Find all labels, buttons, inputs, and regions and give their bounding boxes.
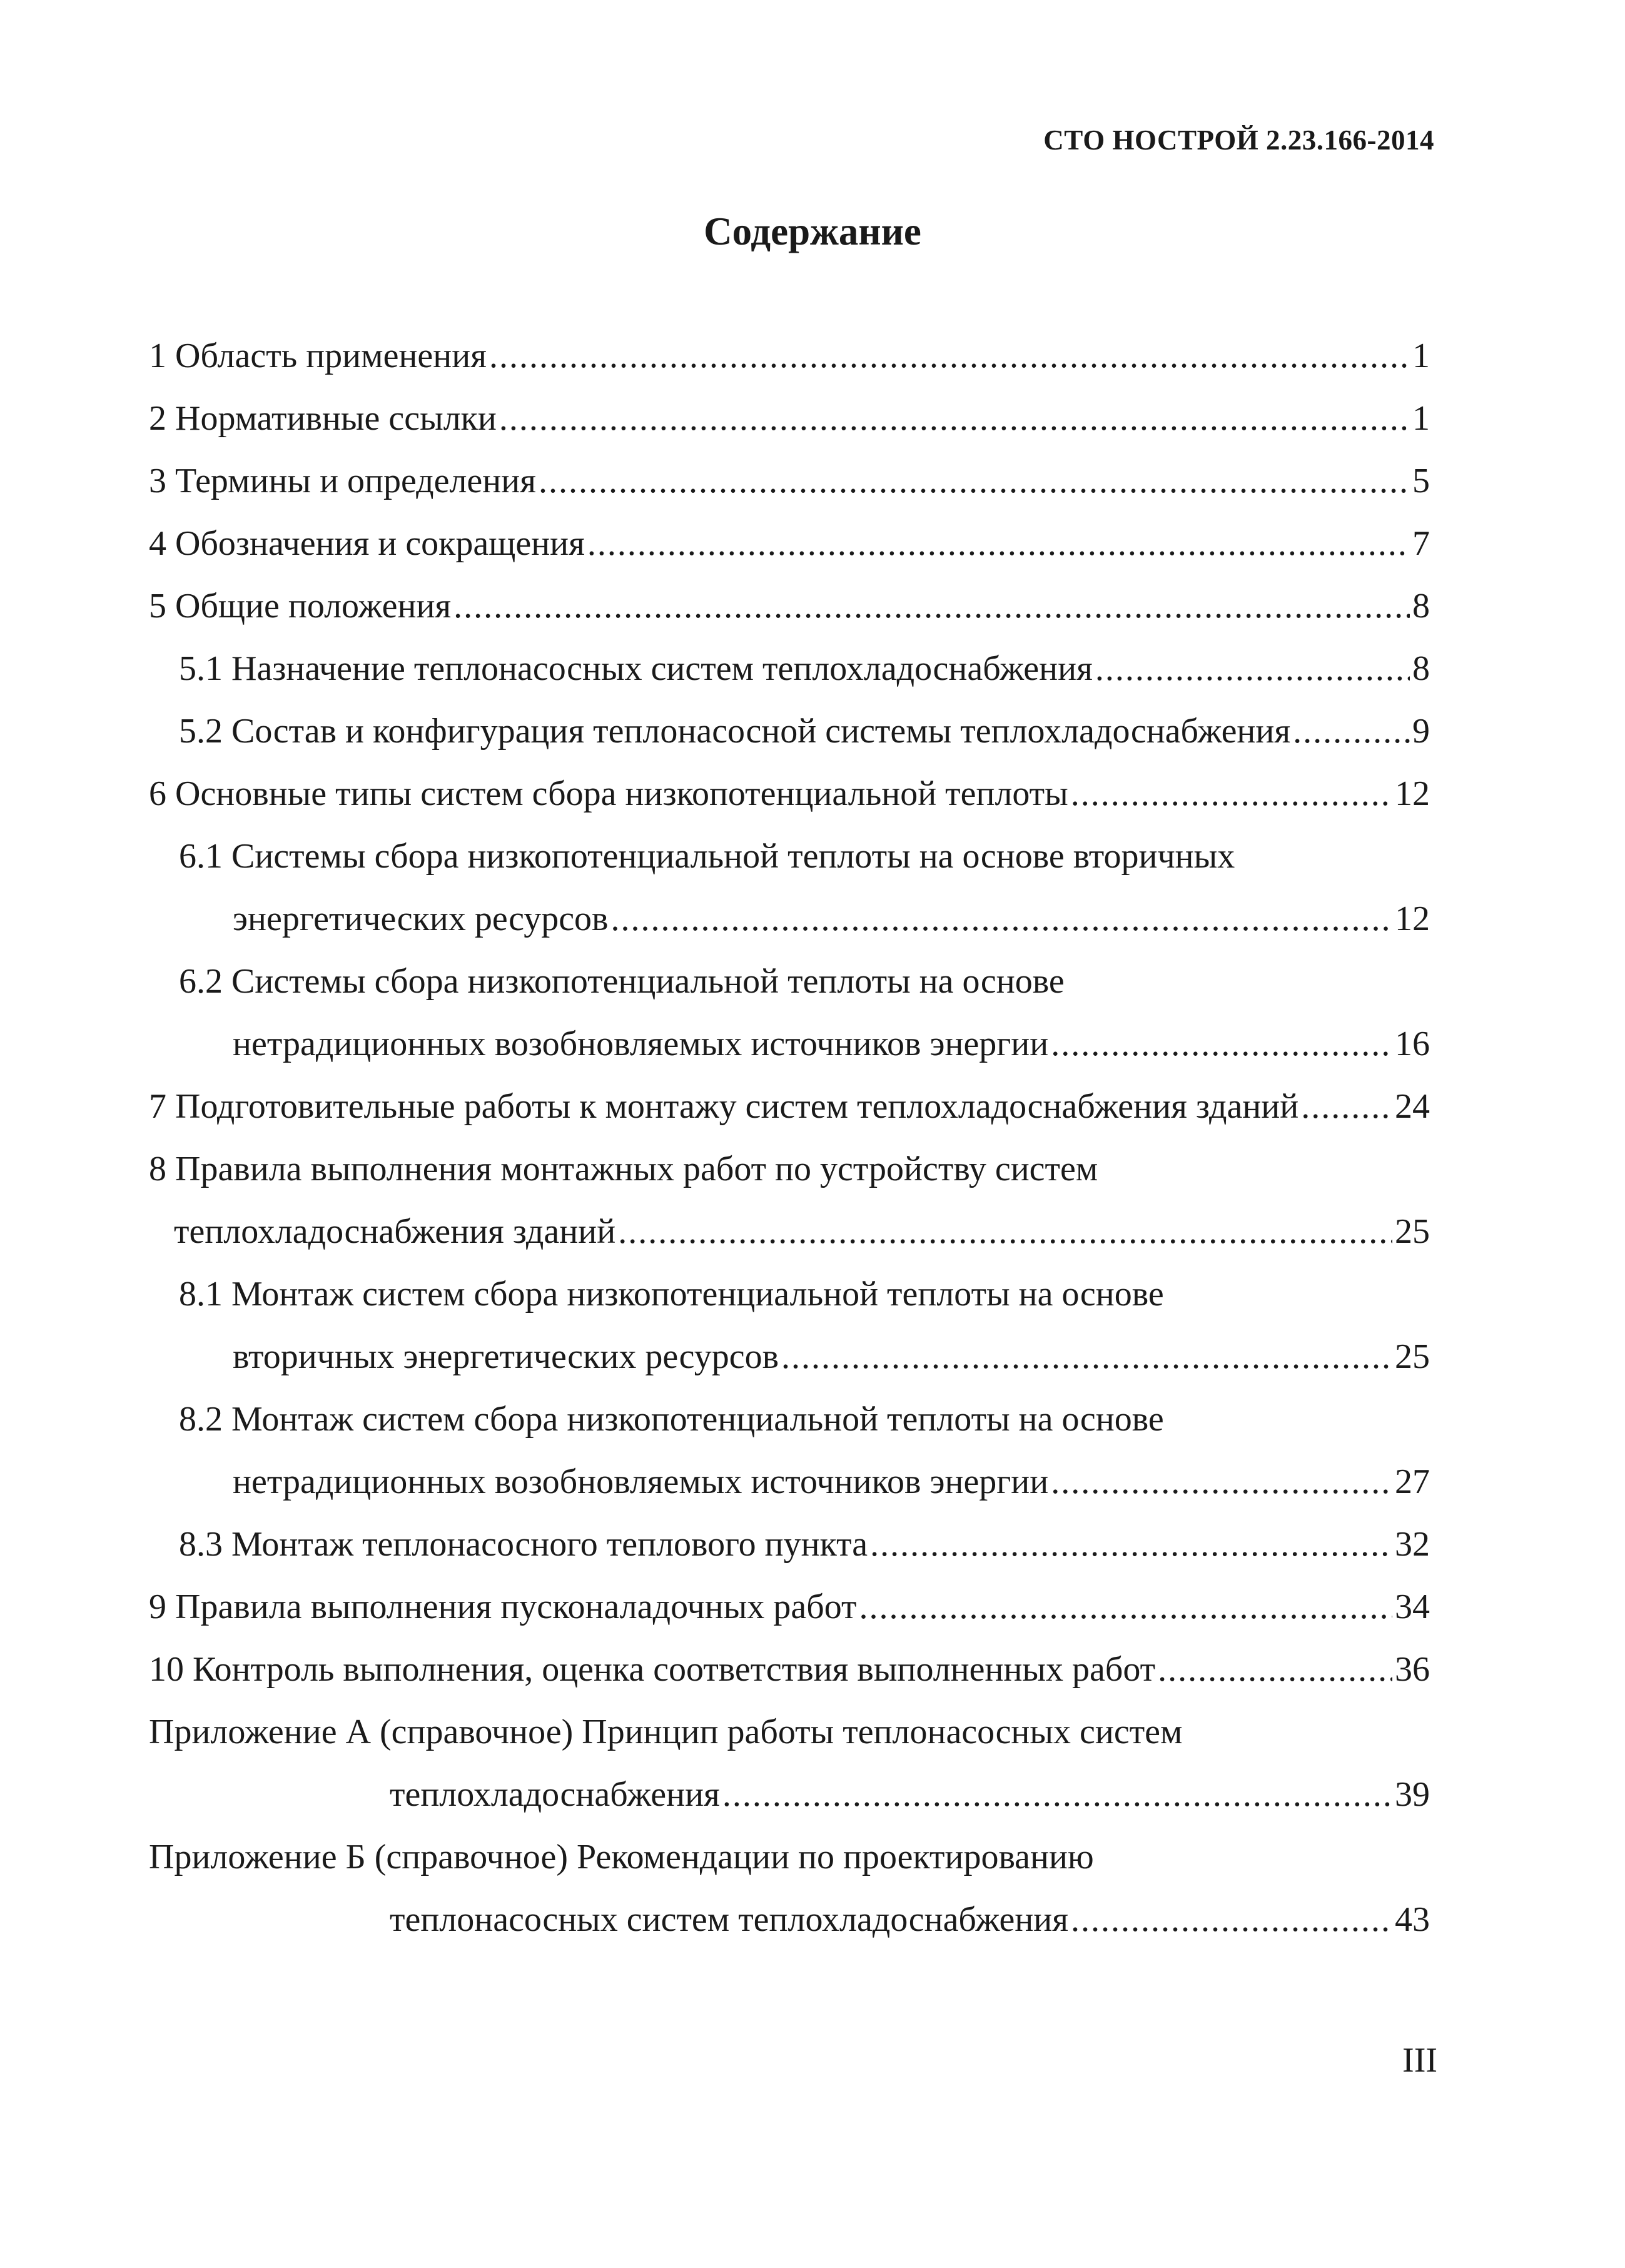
- toc-page-number: 1: [1412, 399, 1430, 438]
- toc-page-number: 36: [1395, 1650, 1430, 1689]
- toc-leader-dots: [499, 387, 1410, 450]
- toc-page-number: 34: [1395, 1587, 1430, 1626]
- toc-entry-text: 8.1 Монтаж систем сбора низкопотенциальной теплоты на основе: [179, 1275, 1164, 1314]
- toc-entry-1: [149, 325, 1430, 387]
- toc-entry-text: теплохладоснабжения: [390, 1775, 720, 1814]
- toc-entry-text: нетрадиционных возобновляемых источников энергии: [233, 1462, 1049, 1501]
- toc-page-number: 7: [1412, 524, 1430, 563]
- toc-leader-dots: [781, 1325, 1392, 1388]
- toc-leader-dots: [870, 1513, 1392, 1576]
- toc-leader-dots: [453, 575, 1410, 637]
- toc-entry-text: 8 Правила выполнения монтажных работ по устройству систем: [149, 1150, 1098, 1188]
- document-code: СТО НОСТРОЙ 2.23.166-2014: [1043, 124, 1434, 156]
- toc-page-number: 9: [1412, 712, 1430, 751]
- toc-leader-dots: [722, 1763, 1392, 1826]
- toc-entry-8-3: [149, 1513, 1430, 1576]
- toc-entry-text: 1 Область применения: [149, 337, 487, 375]
- toc-entry-6: [149, 762, 1430, 825]
- toc-appendix-a-line2: [149, 1763, 1430, 1826]
- toc-entry-text: 6 Основные типы систем сбора низкопотенциальной теплоты: [149, 774, 1068, 813]
- toc-leader-dots: [1301, 1075, 1392, 1138]
- toc-entry-text: 5 Общие положения: [149, 587, 452, 625]
- toc-leader-dots: [489, 325, 1410, 387]
- toc-page-number: 24: [1395, 1087, 1430, 1126]
- toc-leader-dots: [1158, 1638, 1392, 1701]
- toc-entry-text: нетрадиционных возобновляемых источников энергии: [233, 1025, 1049, 1063]
- toc-entry-4: [149, 512, 1430, 575]
- toc-entry-text: 5.1 Назначение теплонасосных систем теплохладоснабжения: [179, 649, 1093, 688]
- page-title: Содержание: [704, 210, 921, 253]
- toc-entry-6-2-line1: [149, 950, 1430, 1013]
- toc-leader-dots: [539, 450, 1410, 512]
- toc-page-number: 8: [1412, 587, 1430, 625]
- toc-page-number: 27: [1395, 1462, 1430, 1501]
- toc-entry-2: [149, 387, 1430, 450]
- toc-page-number: 1: [1412, 337, 1430, 375]
- toc-appendix-b-line1: [149, 1826, 1430, 1888]
- toc-entry-text: 10 Контроль выполнения, оценка соответствия выполненных работ: [149, 1650, 1156, 1689]
- toc-leader-dots: [587, 512, 1410, 575]
- toc-leader-dots: [618, 1200, 1392, 1263]
- toc-entry-5: [149, 575, 1430, 637]
- toc-entry-6-1-line1: [149, 825, 1430, 888]
- toc-page-number: 32: [1395, 1525, 1430, 1564]
- toc-entry-text: 6.2 Системы сбора низкопотенциальной теплоты на основе: [179, 962, 1065, 1001]
- toc-leader-dots: [859, 1576, 1392, 1638]
- toc-entry-text: Приложение А (справочное) Принцип работы теплонасосных систем: [149, 1713, 1183, 1751]
- toc-entry-text: 8.3 Монтаж теплонасосного теплового пункта: [179, 1525, 868, 1564]
- toc-entry-8-1-line1: [149, 1263, 1430, 1325]
- toc-page-number: 39: [1395, 1775, 1430, 1814]
- toc-leader-dots: [1051, 1450, 1392, 1513]
- toc-entry-5-1: [149, 637, 1430, 700]
- toc-page-number: 43: [1395, 1900, 1430, 1939]
- toc-leader-dots: [1071, 762, 1392, 825]
- toc-page-number: 25: [1395, 1212, 1430, 1251]
- toc-entry-6-1-line2: [149, 888, 1430, 950]
- toc-leader-dots: [1071, 1888, 1392, 1951]
- toc-entry-text: вторичных энергетических ресурсов: [233, 1337, 779, 1376]
- toc-entry-text: теплонасосных систем теплохладоснабжения: [390, 1900, 1069, 1939]
- toc-entry-text: 9 Правила выполнения пусконаладочных работ: [149, 1587, 857, 1626]
- page-number: III: [1402, 2041, 1437, 2080]
- toc-entry-text: 5.2 Состав и конфигурация теплонасосной системы теплохладоснабжения: [179, 712, 1291, 751]
- toc-entry-text: 2 Нормативные ссылки: [149, 399, 497, 438]
- toc-page-number: 25: [1395, 1337, 1430, 1376]
- toc-page-number: 12: [1395, 899, 1430, 938]
- toc-page-number: 16: [1395, 1025, 1430, 1063]
- toc-entry-text: 4 Обозначения и сокращения: [149, 524, 585, 563]
- toc-entry-text: 8.2 Монтаж систем сбора низкопотенциальной теплоты на основе: [179, 1400, 1164, 1439]
- toc-page-number: 12: [1395, 774, 1430, 813]
- toc-leader-dots: [1051, 1013, 1392, 1075]
- toc-leader-dots: [1293, 700, 1410, 762]
- table-of-contents: [149, 325, 1430, 1951]
- toc-leader-dots: [1095, 637, 1410, 700]
- toc-leader-dots: [611, 888, 1393, 950]
- toc-entry-text: 6.1 Системы сбора низкопотенциальной теплоты на основе вторичных: [179, 837, 1235, 876]
- toc-entry-3: [149, 450, 1430, 512]
- toc-entry-9: [149, 1576, 1430, 1638]
- toc-entry-7: [149, 1075, 1430, 1138]
- toc-appendix-a-line1: [149, 1701, 1430, 1763]
- toc-entry-8-1-line2: [149, 1325, 1430, 1388]
- toc-entry-8-2-line1: [149, 1388, 1430, 1450]
- toc-entry-10: [149, 1638, 1430, 1701]
- toc-entry-8-line1: [149, 1138, 1430, 1200]
- toc-entry-text: энергетических ресурсов: [233, 899, 609, 938]
- toc-page-number: 8: [1412, 649, 1430, 688]
- toc-appendix-b-line2: [149, 1888, 1430, 1951]
- toc-entry-8-2-line2: [149, 1450, 1430, 1513]
- toc-entry-5-2: [149, 700, 1430, 762]
- toc-entry-text: 3 Термины и определения: [149, 462, 536, 500]
- toc-page-number: 5: [1412, 462, 1430, 500]
- toc-entry-6-2-line2: [149, 1013, 1430, 1075]
- toc-entry-8-line2: [149, 1200, 1430, 1263]
- toc-entry-text: 7 Подготовительные работы к монтажу систем теплохладоснабжения зданий: [149, 1087, 1299, 1126]
- toc-entry-text: Приложение Б (справочное) Рекомендации по проектированию: [149, 1838, 1094, 1876]
- toc-entry-text: теплохладоснабжения зданий: [174, 1212, 616, 1251]
